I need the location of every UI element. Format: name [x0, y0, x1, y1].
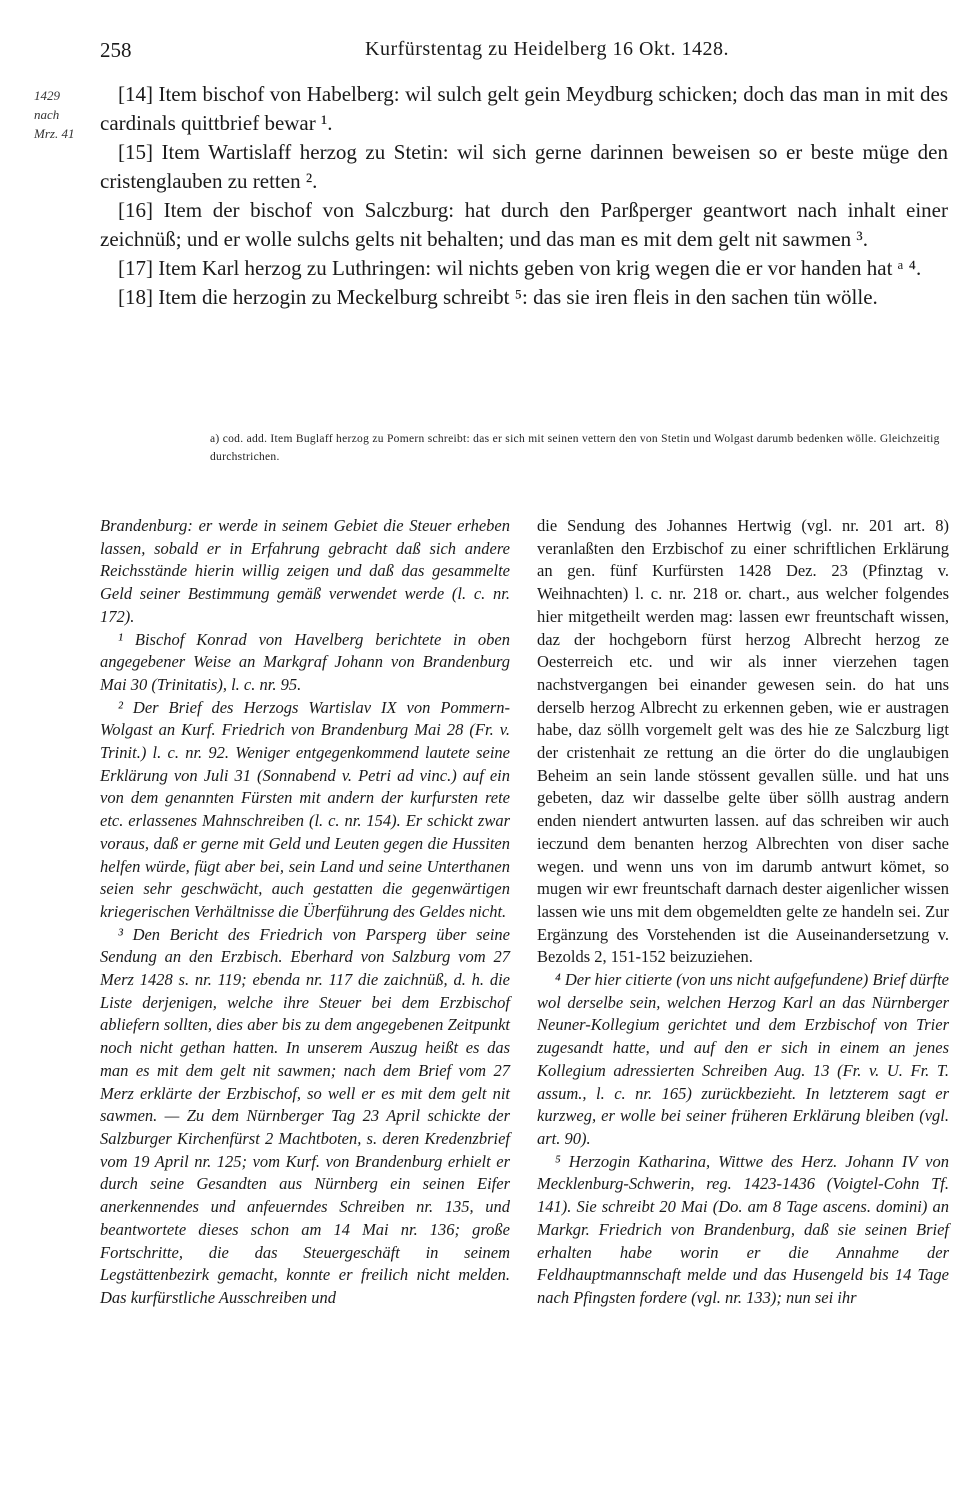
margin-date-note: 1429 nach Mrz. 41 [34, 88, 75, 141]
page-header [100, 38, 940, 72]
running-title: Kurfürstentag zu Heidelberg 16 Okt. 1428. [365, 38, 729, 60]
item-18: [18] Item die herzogin zu Meckelburg schreibt ⁵: das sie iren fleis in den sachen tün wölle. [118, 285, 878, 309]
item-15: [15] Item Wartislaff herzog zu Stetin: wil sich gerne darinnen beweisen so er beste müge den cristenglauben zu retten ². [100, 140, 948, 193]
footnote-1: ¹ Bischof Konrad von Havelberg berichtete in oben angegebener Weise an Markgraf Johann von Brandenburg Mai 30 (Trinitatis), l. c. nr. 95. [100, 629, 510, 694]
critical-apparatus-note: a) cod. add. Item Buglaff herzog zu Pomern schreibt: das er sich mit seinen vettern den von Stetin und Wolgast darumb bedenken wölle. Gleichzeitig durchstrichen. [210, 433, 940, 463]
footnote-continuation-right: die Sendung des Johannes Hertwig (vgl. nr. 201 art. 8) veranlaßten den Erzbischof zu einer schriftlichen Erklärung an gen. fünf Kurfürsten 1428 Dez. 23 (Pfinztag v. Weihnachten) l. c. nr. 218 or. chart., aus welcher folgendes hier mitgetheilt werden mag: lassen ewr freuntschaft wissen, daz der hochgeborn fürst herzog Albrecht herzog ze Oesterreich etc. und wir als inner vierzehen tagen nachstvergangen bei einander gewesen sein. do hat uns derselb herzog Albrecht zu erkennen geben, wie er austragen habe, daz söllh vorgemelt gelt was des hie ze Salczburg ligt der cristenhait ze rettung an die örter do die unglaubigen Beheim an sein lande stössent gevallen sülle. und hat uns gebeten, daz wir dasselbe gelte über söllh austrag andern enden niendert antwurten lassen. auf das schreiben wir auch ieczund dem benanten herzog Albrechten von diser sache wegen. und wenn uns von im darumb antwurt kömet, so mugen wir ewr freuntschaft darnach dester aigenlicher wissen lassen wie uns mit dem obgemeldten gelte ze handeln sei. Zur Ergänzung des Vorstehenden ist die Auseinandersetzung v. Bezolds 2, 151-152 beizuziehen. [537, 516, 949, 967]
item-17: [17] Item Karl herzog zu Luthringen: wil nichts geben von krig wegen die er vor handen hat ᵃ ⁴. [118, 256, 922, 280]
footnotes-left-column [100, 515, 510, 1310]
item-14: [14] Item bischof von Habelberg: wil sulch gelt gein Meydburg schicken; doch das man in mit des cardinals quittbrief bewar ¹. [100, 82, 948, 135]
footnote-continuation-left: Brandenburg: er werde in seinem Gebiet die Steuer erheben lassen, sobald er in Erfahrung gebracht daß sich andere Reichsstände hierin willig zeigen und daß das gesammelte Geld seiner Bestimmung gemäß verwendet werde (l. c. nr. 172). [100, 516, 510, 626]
footnote-3: ³ Den Bericht des Friedrich von Parsperg über seine Sendung an den Erzbisch. Eberhard von Salzburg vom 27 Merz 1428 s. nr. 119; ebenda nr. 117 die zaichnüß, d. h. die Liste derjenigen, welche ihre Steuer bei dem Erzbischof abliefern sollten, dies aber bis zu dem angegebenen Zeitpunkt noch nicht gethan hatten. In unserem Auszug heißt es das man es mit dem gelt nit sawmen; nach dem Brief vom 27 Merz erklärte der Erzbischof, so well er es mit dem gelt nit sawmen. — Zu dem Nürnberger Tag 23 April schickte der Salzburger Kirchenfürst 2 Machtboten, s. deren Kredenzbrief vom 19 April nr. 125; vom Kurf. von Brandenburg erhielt er durch seine Gesandten aus Nürnberg ein seinen Eifer anerkennendes und anfeuerndes Schreiben nr. 135, und beantwortete dieses schon am 14 Mai nr. 136; große Fortschritte, die das Steuergeschäft in seinem Legstättenbezirk gemacht, konnte er freilich nicht melden. Das kurfürstliche Ausschreiben und [100, 924, 510, 1307]
page-number: 258 [100, 38, 132, 62]
footnote-5: ⁵ Herzogin Katharina, Wittwe des Herz. Johann IV von Mecklenburg-Schwerin, reg. 1423-1436 (Voigtel-Cohn Tf. 141). Sie schreibt 20 Mai (Do. am 8 Tage ascens. domini) an Markgr. Friedrich von Brandenburg, daß sie seinen Brief erhalten habe worin er die Annahme der Feldhauptmannschaft melde und das Husengeld bis 14 Tage nach Pfingsten fordere (vgl. nr. 133); nun sei ihr [537, 1151, 949, 1307]
footnote-2: ² Der Brief des Herzogs Wartislav IX von Pommern-Wolgast an Kurf. Friedrich von Brandenburg Mai 28 (Fr. v. Trinit.) l. c. nr. 92. Weniger entgegenkommend lautete seine Erklärung von Juli 31 (Sonnabend v. Petri ad vinc.) auf ein von dem genannten Fürsten mit andern der kurfursten rete etc. erlassenes Mahnschreiben (l. c. nr. 154). Er schickt zwar voraus, daß er gerne mit Geld und Leuten gegen die Hussiten helfen würde, fügt aber bei, sein Land und seine Unterthanen seien sehr geschwächt, auch gestatten die gegenwärtigen kriegerischen Verhältnisse die Überführung des Geldes nicht. [100, 697, 510, 921]
item-16: [16] Item der bischof von Salczburg: hat durch den Parßperger geantwort nach inhalt einer zeichnüß; und er wolle sulchs gelts nit behalten; und das man es mit dem gelt nit sawmen ³. [100, 198, 948, 251]
footnote-4: ⁴ Der hier citierte (von uns nicht aufgefundene) Brief dürfte wol derselbe sein, welchen Herzog Karl an das Nürnberger Neuner-Kollegium gerichtet und dem Erzbischof von Trier zugesandt hatte, und auf den er sich in einem an jenes Kollegium adressierten Schreiben Aug. 13 (Fr. v. U. Fr. T. assum., l. c. nr. 165) zurückbezieht. In letzterem sagt er kurzweg, er wolle bei seiner früheren Erklärung bleiben (vgl. art. 90). [537, 970, 949, 1148]
main-text [100, 80, 948, 312]
footnotes-right-column [537, 515, 949, 1310]
